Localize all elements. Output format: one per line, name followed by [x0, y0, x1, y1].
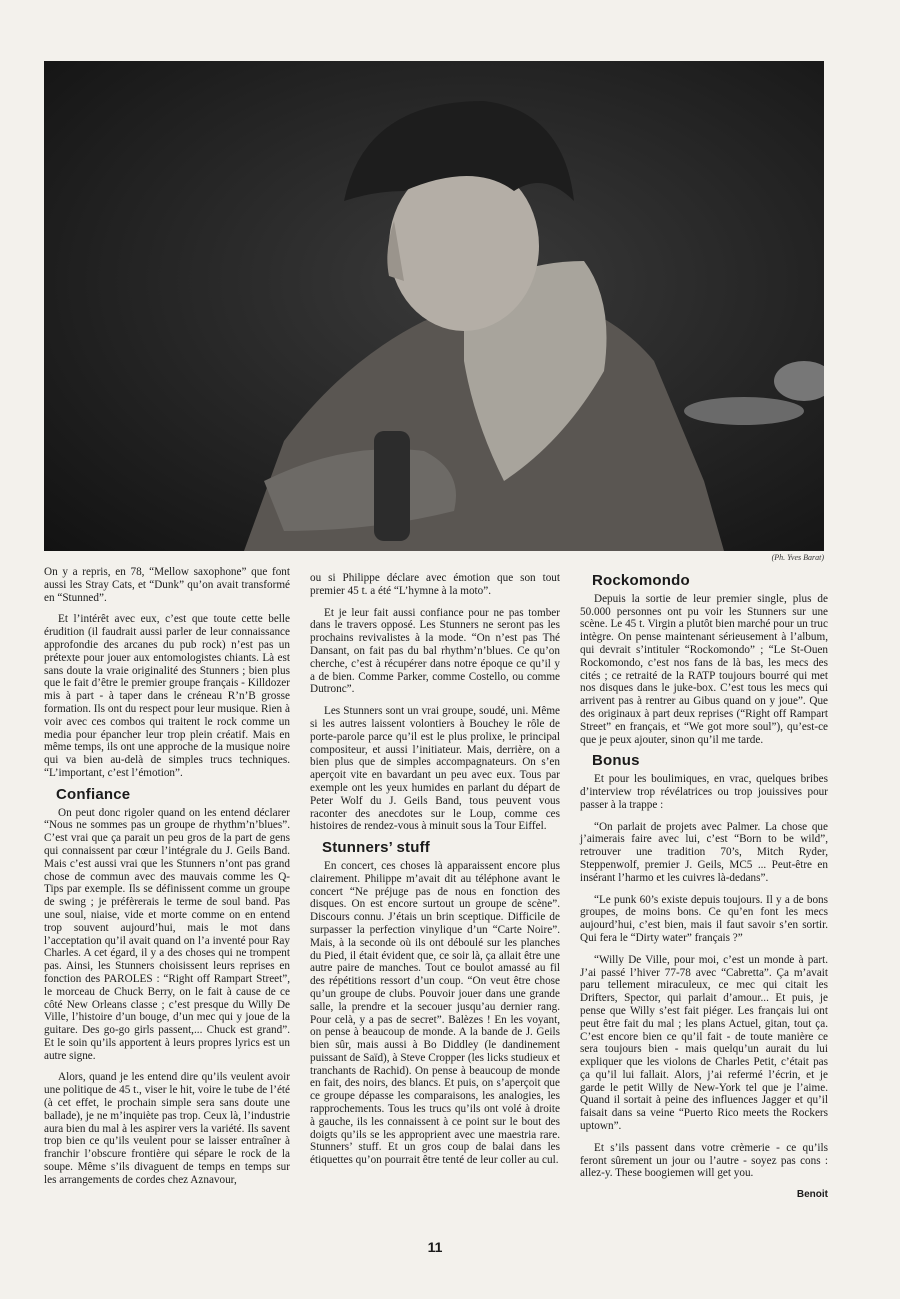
article-photo [44, 61, 824, 551]
photo-credit: (Ph. Yves Barat) [771, 553, 824, 562]
paragraph: ou si Philippe déclare avec émotion que son tout premier 45 t. a été “L’hymne à la moto”. [310, 572, 560, 597]
paragraph: “Willy De Ville, pour moi, c’est un monde à part. J’ai passé l’hiver 77-78 avec “Cabretta”. Ça m’avait paru tellement miraculeux, ce mec qui citait les Drifters, Spector, qui parlait d’amour... Et puis, je pense que Willy s’est fait piéger. Les français lui ont peut être fait du mal ; les plans Actuel, gitan, tout ça. C’est encore bien ce qu’il fait - de toute manière ce sera toujours bien - mais quelqu’un aurait du lui expliquer que les violons de Charles Petit, c’était pas ça qu’il lui fallait. Alors, j’ai refermé l’écrin, et je garde le petit Willy de New-York tel que je l’aime. Quand il sortait à peine des influences Jagger et qu’il faisait dans sa veine “Puerto Rico meets the Rockers uptown”. [580, 953, 828, 1133]
paragraph: Et pour les boulimiques, en vrac, quelques bribes d’interview trop révélatrices ou trop jouissives pour passer à la trappe : [580, 773, 828, 811]
column-3 [580, 572, 828, 1202]
paragraph: Les Stunners sont un vrai groupe, soudé, uni. Même si les autres laissent volontiers à Bouchey le rôle de porte-parole parce qu’il est le plus prolixe, le principal compositeur, et aussi l’initiateur. Mais, derrière, on a bien plus que de simples accompagnateurs. On s’en aperçoit vite en bavardant un peu avec eux. Tous par exemple ont les yeux humides en parlant du départ de Peter Wolf du J. Geils Band, tous peuvent vous raconter des anecdotes sur le Loup, comme ces histoires de rendez-vous à minuit sous la Tour Eiffel. [310, 705, 560, 833]
portrait-photo-icon [44, 61, 824, 551]
paragraph: “On parlait de projets avec Palmer. La chose que j’aimerais faire avec lui, c’est “Born to be wild”, retrouver une tradition 70’s, Mitch Ryder, Steppenwolf, premier J. Geils, MC5 ... Peut-être en insérant l’harmo et les cuivres là-dedans”. [580, 820, 828, 884]
section-heading-rockomondo: Rockomondo [592, 572, 690, 589]
section-heading-stunners-stuff: Stunners’ stuff [322, 839, 431, 857]
paragraph: Et s’ils passent dans votre crèmerie - ce qu’ils feront sûrement un jour ou l’autre - soyez pas cons : allez-y. These boogiemen will get you. [580, 1141, 828, 1180]
paragraph: Et l’intérêt avec eux, c’est que toute cette belle érudition (il faudrait aussi parler de leur connaissance approfondie des arcanes du pub rock) n’est pas un prétexte pour jouer aux entomologistes chiants. Là est sans doute la vraie originalité des Stunners ; bien plus que le fait d’être le premier groupe français - Killdozer mis à part - à taper dans le créneau R’n’B grosse formation. Ils ont du respect pour leur musique. Rien à voir avec ces combos qui traitent le rock comme un media pour épancher leur trop plein créatif. Mais en même temps, ils ont une approche de la musique noire qui va bien au-delà de simples trucs techniques. “L’important, c’est l’émotion”. [44, 613, 290, 779]
paragraph: “Le punk 60’s existe depuis toujours. Il y a de bons groupes, de moins bons. Ce qu’en font les mecs aujourd’hui, c’est bien, mais il faut savoir s’en sortir. Qui fera le “Dirty water” français ?” [580, 893, 828, 944]
paragraph: En concert, ces choses là apparaissent encore plus clairement. Philippe m’avait dit au téléphone avant le concert “Ne préjuge pas de nous en fonction des disques. On est encore surtout un groupe de scène”. Discours connu. J’étais un brin sceptique. Difficile de surpasser la perfection vinylique d’un “Carte Noire”. Mais, à la seconde où ils ont déboulé sur les planches du Pied, il était évident que, ce soir là, ça allait être une autre paire de manches. Tout ce boulot amassé au fil des répétitions ressort d’un coup. “On veut être chose qu’un groupe de clubs. Pouvoir jouer dans une grande salle, la prendre et la secouer jusqu’au dernier rang. Pour celà, y a pas de secret”. Balèzes ! En les voyant, on pense à beaucoup de monde. A la bande de J. Geils bien sûr, mais aussi à Bo Diddley (le dandinement puissant de Saïd), à Steve Cropper (les licks studieux et tranchants de Rachid). On pense à beaucoup de monde en fait, des noirs, des blancs. Et puis, on s’aperçoit que ce groupe dépasse les comparaisons, les analogies, les rapprochements. Tous les trucs qu’ils ont volé à droite à gauche, ils les connaissent à ce point sur le bout des doigts qu’ils se les approprient avec une maestria rare. Stunners’ stuff. Et un gros coup de balai dans les étiquettes qu’on pourrait être tenté de leur coller au cul. [310, 859, 560, 1167]
page-number: 11 [427, 1239, 443, 1255]
paragraph: Et je leur fait aussi confiance pour ne pas tomber dans le travers opposé. Les Stunners ne seront pas les prochains revivalistes à la mode. “On n’est pas Thé Dansant, on fait pas du bal rhythm’n’blues. Ce qu’on cherche, c’est à récupérer dans notre époque ce qu’il y a de bien. Comme Parker, comme Costello, ou comme Dutronc”. [310, 606, 560, 696]
section-heading-bonus: Bonus [592, 752, 640, 770]
section-heading-confiance: Confiance [56, 785, 131, 803]
paragraph: Alors, quand je les entend dire qu’ils veulent avoir une politique de 45 t., viser le hit, voire le tube de l’été (à cet effet, le prochain simple sera sans doute une ballade), je ne m’inquiète pas trop. Ceux là, l’industrie aura bien du mal à les aspirer vers la variété. Ils savent trop bien ce qu’ils veulent pour se laisser entraîner à franchir l’obscure frontière qui sépare le rock de la soupe. Même s’ils divaguent de temps en temps sur les arrangements de cordes chez Aznavour, [44, 1071, 290, 1186]
paragraph: On peut donc rigoler quand on les entend déclarer “Nous ne sommes pas un groupe de rhythm’n’blues”. C’est vrai que ça parait un peu gros de la part de gens qui connaissent par cœur l’intégrale du J. Geils Band. Mais c’est aussi vrai que les Stunners n’ont pas grand chose de commun avec des mauvais comme les Q-Tips par exemple. Ils se définissent comme un groupe de swing ; je préfèrerais le terme de soul band. Pas une soul, niaise, vide et morte comme on en entend trop souvent aujourd’hui, mais le mot dans l’acceptation qu’il avait quand on l’a inventé pour Ray Charles. A cet égard, il y a des choses qui ne trompent pas. Ainsi, les Stunners choisissent leurs reprises en fonction des PAROLES : “Right off Rampart Street”, le morceau de Chuck Berry, on le fait à cause de ce côté New Orleans classe ; c’est presque du Willy De Ville, l’histoire d’un bouge, d’un mec qui y joue de la guitare. Des go-go girls passent,... Chuck est grand”. Et le soin qu’ils apportent à leurs propres lyrics est un autre signe. [44, 806, 290, 1062]
paragraph: On y a repris, en 78, “Mellow saxophone” que font aussi les Stray Cats, et “Dunk” qu’on avait transformé en “Stunned”. [44, 566, 290, 604]
column-1 [44, 566, 290, 1196]
author-signature: Benoit [796, 1189, 828, 1201]
column-2 [310, 572, 560, 1176]
paragraph: Depuis la sortie de leur premier single, plus de 50.000 personnes ont pu voir les Stunners sur une scène. Le 45 t. Virgin a plutôt bien marché pour un truc intègre. On pense maintenant sérieusement à l’album, qui devrait s’intituler “Rockomondo” ; “Le St-Ouen Rockomondo, c’est nos fans de là bas, les mecs des cités ; ce retraité de la RATP toujours bourré qui met nos disques dans le juke-box. C’est tous les mecs qui arrivent pas à rentrer au Gibus quand on y joue”. Que des originaux à part deux reprises (“Right off Rampart Street” en français, et “We got more soul”), qu’est-ce que je peux ajouter, sinon qu’il me tarde. [580, 592, 828, 746]
